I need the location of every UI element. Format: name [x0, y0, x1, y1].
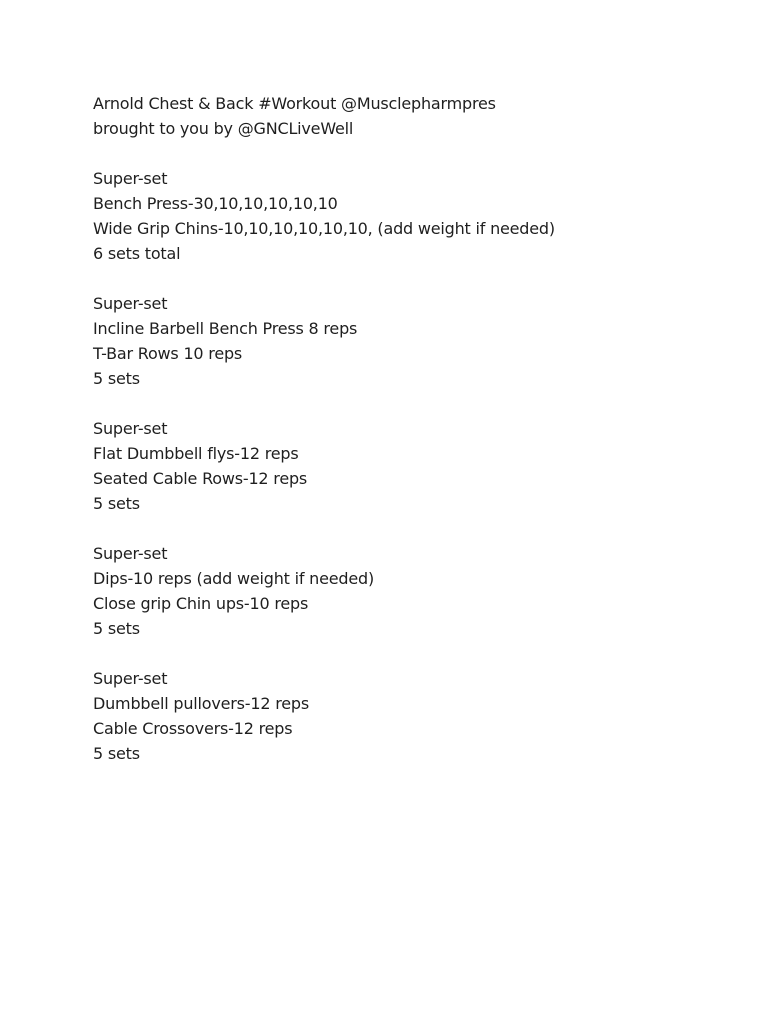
exercise-line: Wide Grip Chins-10,10,10,10,10,10, (add weight if needed) [93, 219, 555, 238]
superset-block [93, 666, 733, 766]
title-line: Arnold Chest & Back #Workout @Musclepharmpres [93, 94, 496, 113]
exercise-line: Incline Barbell Bench Press 8 reps [93, 319, 358, 338]
sponsor-line: brought to you by @GNCLiveWell [93, 119, 354, 138]
document-header [93, 91, 733, 141]
superset-title: Super-set [93, 419, 168, 438]
exercise-line: Dips-10 reps (add weight if needed) [93, 569, 374, 588]
exercise-line: Dumbbell pullovers-12 reps [93, 694, 309, 713]
exercise-line: Flat Dumbbell flys-12 reps [93, 444, 299, 463]
superset-title: Super-set [93, 544, 168, 563]
superset-title: Super-set [93, 669, 168, 688]
superset-title: Super-set [93, 294, 168, 313]
superset-block [93, 416, 733, 516]
exercise-line: Bench Press-30,10,10,10,10,10 [93, 194, 338, 213]
superset-block [93, 166, 733, 266]
superset-title: Super-set [93, 169, 168, 188]
sets-line: 5 sets [93, 619, 140, 638]
exercise-line: Close grip Chin ups-10 reps [93, 594, 309, 613]
sets-line: 5 sets [93, 744, 140, 763]
exercise-line: Cable Crossovers-12 reps [93, 719, 293, 738]
superset-block [93, 291, 733, 391]
document-page [93, 91, 733, 766]
sets-line: 6 sets total [93, 244, 181, 263]
sets-line: 5 sets [93, 494, 140, 513]
superset-block [93, 541, 733, 641]
sets-line: 5 sets [93, 369, 140, 388]
exercise-line: Seated Cable Rows-12 reps [93, 469, 308, 488]
exercise-line: T-Bar Rows 10 reps [93, 344, 243, 363]
